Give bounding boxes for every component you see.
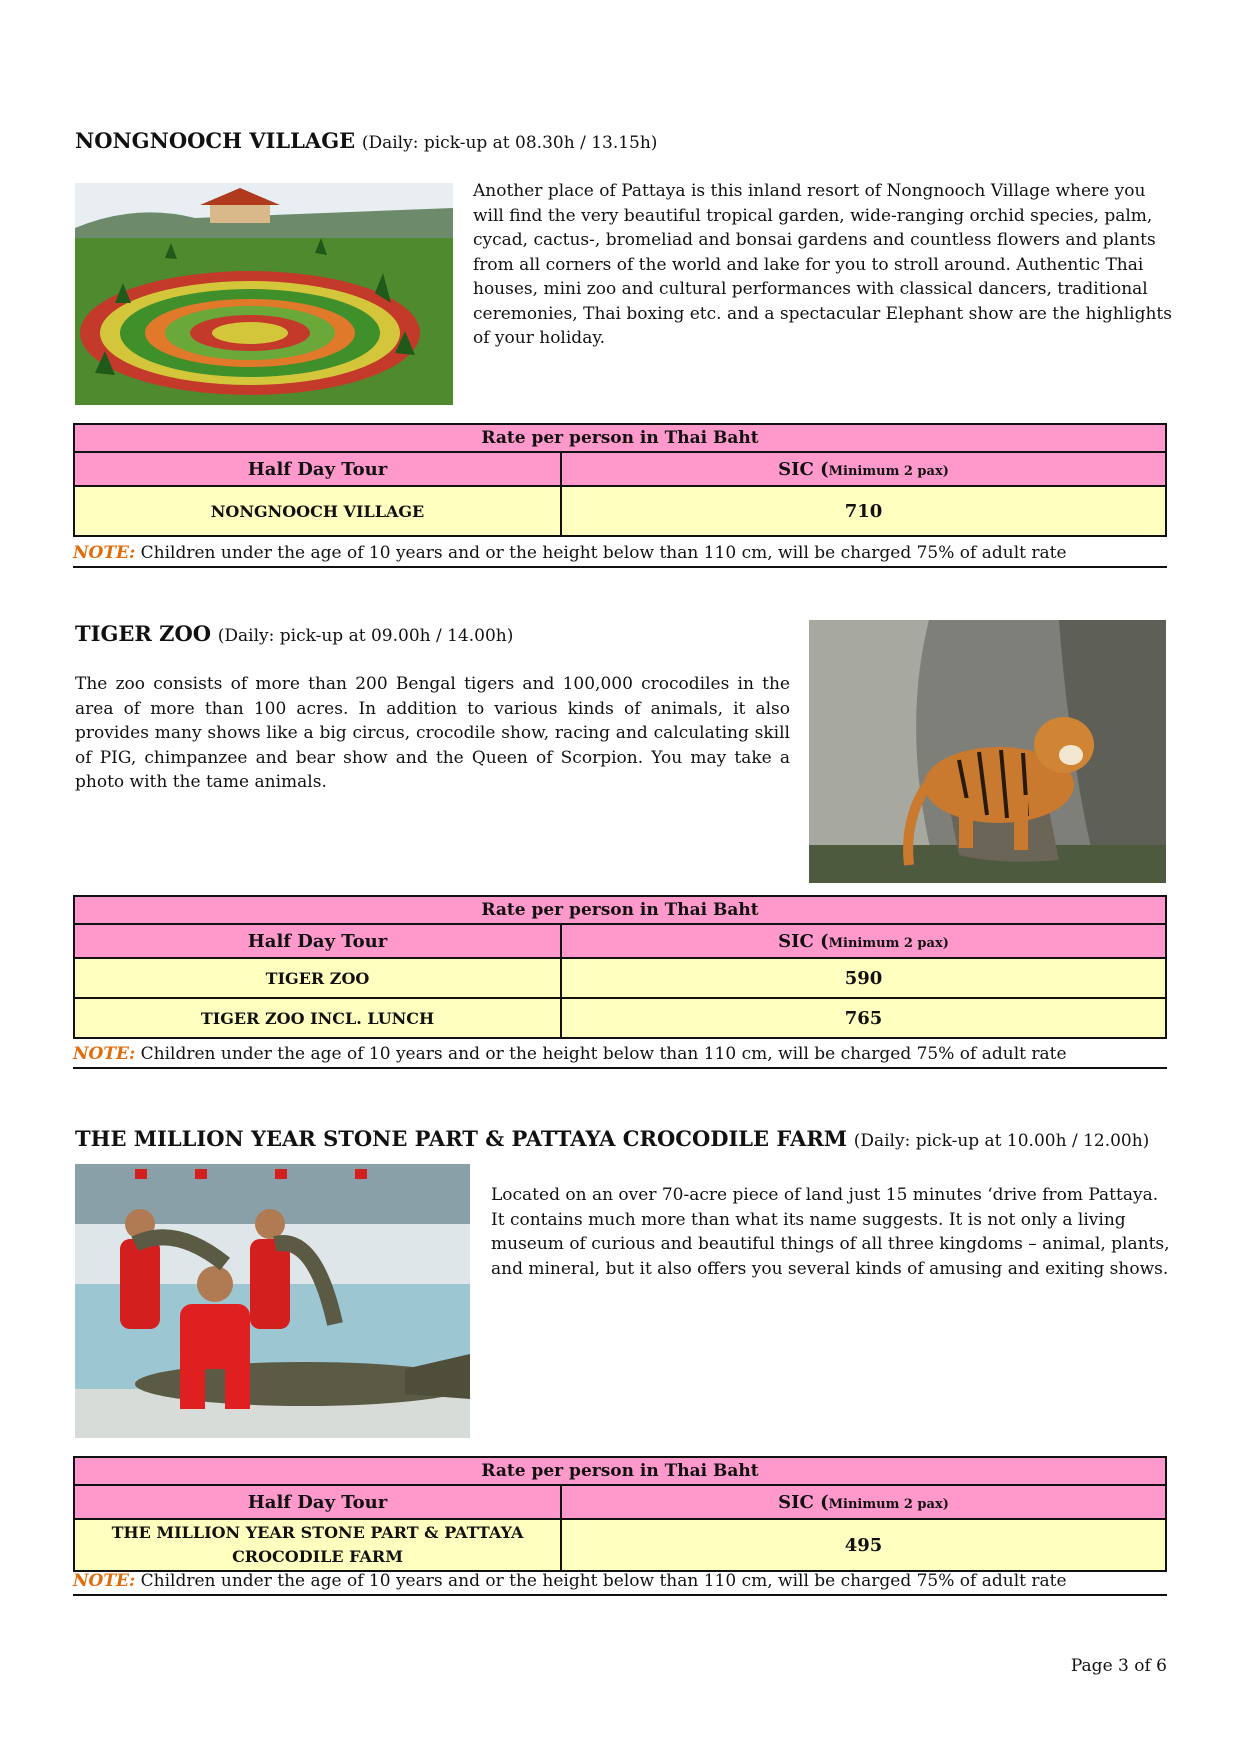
column-header-tour: Half Day Tour [74, 1485, 561, 1519]
page-number: Page 3 of 6 [1070, 1656, 1167, 1676]
note-text: Children under the age of 10 years and or the height below than 110 cm, will be charged 75% of adult rate [135, 1044, 1067, 1064]
note-label: NOTE: [73, 1571, 136, 1591]
table-row-price: 590 [561, 958, 1166, 998]
table-row-price: 495 [561, 1519, 1166, 1571]
note [73, 541, 1167, 568]
note-text: Children under the age of 10 years and or the height below than 110 cm, will be charged 75% of adult rate [135, 1571, 1067, 1591]
note [73, 1042, 1167, 1069]
note-label: NOTE: [73, 543, 136, 563]
column-header-sic: SIC (Minimum 2 pax) [561, 924, 1166, 958]
note-label: NOTE: [73, 1044, 136, 1064]
table-row-tour-name: TIGER ZOO INCL. LUNCH [74, 998, 561, 1038]
column-header-tour: Half Day Tour [74, 924, 561, 958]
table-row-tour-name: TIGER ZOO [74, 958, 561, 998]
note-text: Children under the age of 10 years and or the height below than 110 cm, will be charged 75% of adult rate [135, 543, 1067, 563]
table-row-tour-name: THE MILLION YEAR STONE PART & PATTAYA CROCODILE FARM [74, 1519, 561, 1571]
table-row-price: 765 [561, 998, 1166, 1038]
section-description: Located on an over 70-acre piece of land just 15 minutes ‘drive from Pattaya. It contains much more than what its name suggests. It is not only a living museum of curious and beautiful things of all three kingdoms – animal, plants, and mineral, but it also offers you several kinds of amusing and exiting shows. [491, 1185, 1170, 1279]
rate-table-title: Rate per person in Thai Baht [74, 1457, 1166, 1485]
crocodile-show-photo [75, 1164, 470, 1438]
note [73, 1569, 1167, 1596]
nongnooch-garden-photo [75, 183, 453, 405]
tiger-photo [809, 620, 1166, 883]
table-row-price: 710 [561, 486, 1166, 536]
section-subtitle: (Daily: pick-up at 08.30h / 13.15h) [361, 133, 658, 153]
section-title: THE MILLION YEAR STONE PART & PATTAYA CROCODILE FARM [75, 1126, 848, 1151]
section-subtitle: (Daily: pick-up at 09.00h / 14.00h) [217, 626, 514, 646]
rate-table-title: Rate per person in Thai Baht [74, 896, 1166, 924]
section-heading-tiger-zoo [75, 621, 513, 649]
rate-table-nongnooch [73, 423, 1167, 537]
section-title: NONGNOOCH VILLAGE [75, 128, 356, 153]
section-heading-crocodile-farm [75, 1126, 1149, 1154]
section-title: TIGER ZOO [75, 621, 212, 646]
rate-table-tiger-zoo [73, 895, 1167, 1039]
section-subtitle: (Daily: pick-up at 10.00h / 12.00h) [853, 1131, 1150, 1151]
rate-table-crocodile-farm [73, 1456, 1167, 1572]
section-description: The zoo consists of more than 200 Bengal tigers and 100,000 crocodiles in the area of more than 100 acres. In addition to various kinds of animals, it also provides many shows like a big circus, crocodile show, racing and calculating skill of PIG, chimpanzee and bear show and the Queen of Scorpion. You may take a photo with the tame animals. [75, 674, 790, 792]
section-description: Another place of Pattaya is this inland resort of Nongnooch Village where you will find the very beautiful tropical garden, wide-ranging orchid species, palm, cycad, cactus-, bromeliad and bonsai gardens and countless flowers and plants from all corners of the world and lake for you to stroll around. Authentic Thai houses, mini zoo and cultural performances with classical dancers, traditional ceremonies, Thai boxing etc. and a spectacular Elephant show are the highlights of your holiday. [473, 181, 1172, 348]
column-header-sic: SIC (Minimum 2 pax) [561, 452, 1166, 486]
table-row-tour-name: NONGNOOCH VILLAGE [74, 486, 561, 536]
column-header-tour: Half Day Tour [74, 452, 561, 486]
column-header-sic: SIC (Minimum 2 pax) [561, 1485, 1166, 1519]
rate-table-title: Rate per person in Thai Baht [74, 424, 1166, 452]
section-heading-nongnooch [75, 128, 657, 156]
